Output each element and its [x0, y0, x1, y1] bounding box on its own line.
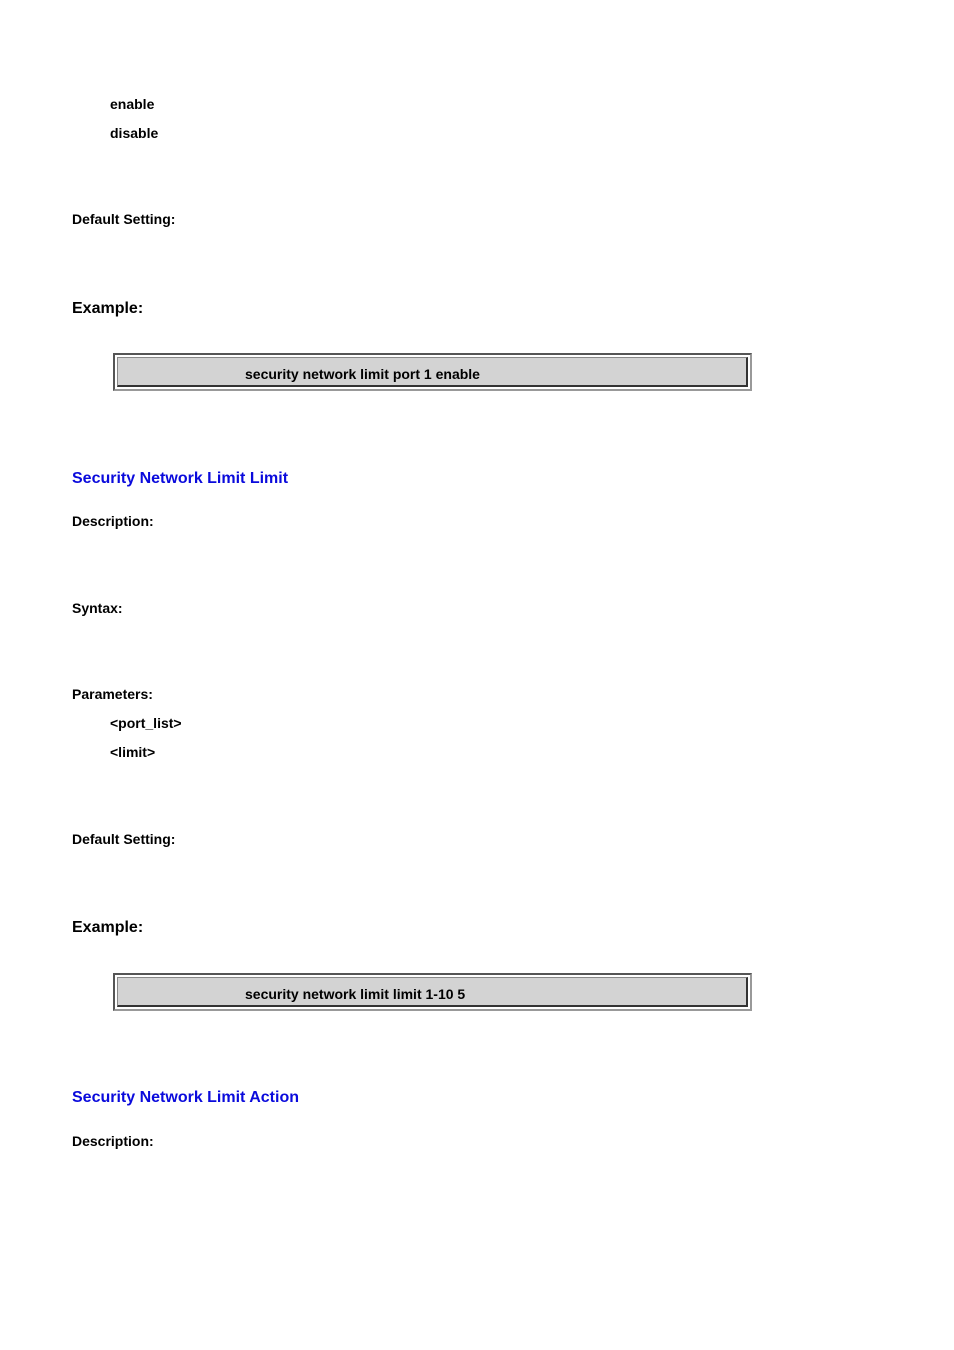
example-command-text: security network limit limit 1-10 5: [245, 986, 466, 1002]
section-heading-limit-action: Security Network Limit Action: [72, 1089, 299, 1106]
syntax-label: Syntax:: [72, 600, 123, 616]
example-label: Example:: [72, 300, 144, 317]
default-setting-label: Default Setting:: [72, 211, 176, 227]
section-heading-limit-limit: Security Network Limit Limit: [72, 470, 289, 487]
example-command-box: [113, 353, 752, 391]
example-label: Example:: [72, 919, 144, 936]
description-label: Description:: [72, 1133, 154, 1149]
param-disable: disable: [110, 125, 159, 141]
parameters-label: Parameters:: [72, 686, 153, 702]
param-port-list: <port_list>: [110, 715, 182, 731]
example-command-inner: [117, 977, 748, 1007]
example-command-text: security network limit port 1 enable: [245, 366, 480, 382]
example-command-inner: [117, 357, 748, 387]
description-label: Description:: [72, 513, 154, 529]
param-enable: enable: [110, 96, 155, 112]
example-command-box: [113, 973, 752, 1011]
param-limit: <limit>: [110, 744, 156, 760]
default-setting-label: Default Setting:: [72, 831, 176, 847]
